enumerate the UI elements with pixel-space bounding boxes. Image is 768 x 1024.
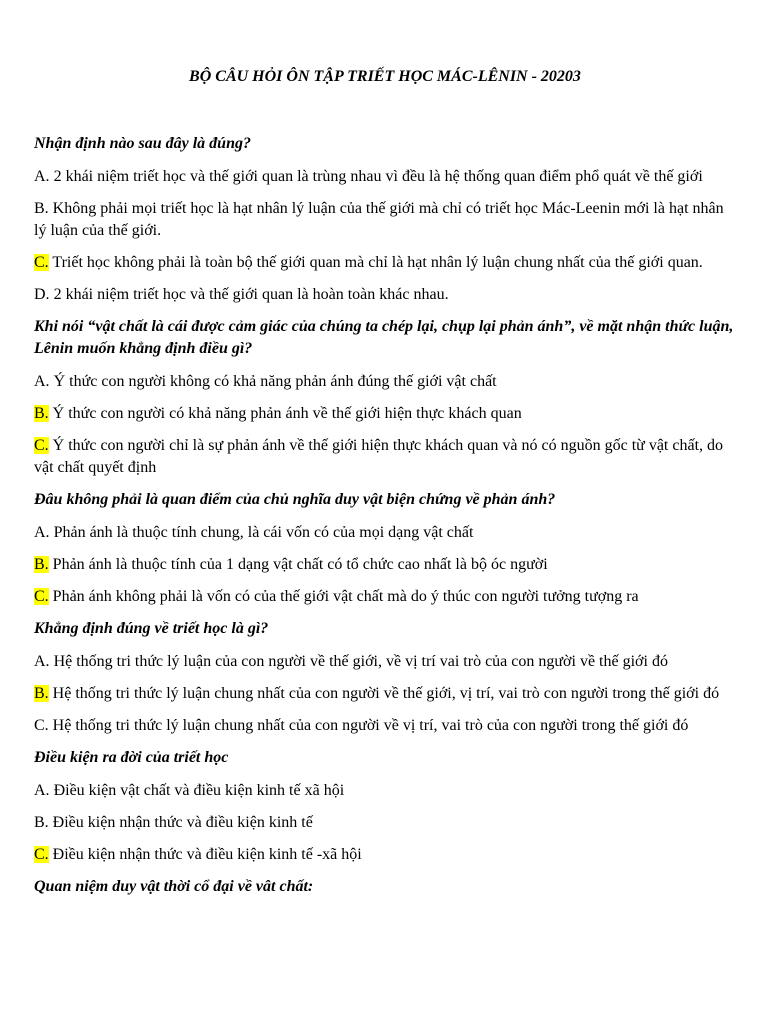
answer-option bbox=[34, 651, 736, 673]
option-text: 2 khái niệm triết học và thế giới quan là trùng nhau vì đều là hệ thống quan điểm phổ quát về thế giới bbox=[53, 168, 703, 185]
option-text: Điều kiện nhận thức và điều kiện kinh tế -xã hội bbox=[52, 846, 362, 863]
option-letter: A. bbox=[34, 782, 50, 799]
option-letter-highlighted: C. bbox=[34, 254, 49, 271]
question-text: Đâu không phải là quan điểm của chủ nghĩa duy vật biện chứng về phản ánh? bbox=[34, 491, 556, 508]
answer-option-correct bbox=[34, 435, 736, 479]
document-title: BỘ CÂU HỎI ÔN TẬP TRIẾT HỌC MÁC-LÊNIN - 20203 bbox=[189, 68, 581, 85]
option-letter-highlighted: C. bbox=[34, 846, 49, 863]
option-text: Hệ thống tri thức lý luận chung nhất của con người về vị trí, vai trò của con người trong thế giới đó bbox=[52, 717, 689, 734]
option-text: Triết học không phải là toàn bộ thế giới quan mà chỉ là hạt nhân lý luận chung nhất của thế giới quan. bbox=[52, 254, 703, 271]
option-text: Không phải mọi triết học là hạt nhân lý luận của thế giới mà chỉ có triết học Mác-Leenin mới là hạt nhân lý luận của thế giới. bbox=[34, 200, 724, 239]
answer-option bbox=[34, 284, 736, 306]
option-text: Ý thức con người có khả năng phản ánh về thế giới hiện thực khách quan bbox=[52, 405, 522, 422]
option-text: Phản ánh là thuộc tính chung, là cái vốn có của mọi dạng vật chất bbox=[53, 524, 474, 541]
option-text: Phản ánh không phải là vốn có của thế giới vật chất mà do ý thúc con người tưởng tượng ra bbox=[52, 588, 639, 605]
answer-option-correct bbox=[34, 586, 736, 608]
option-text: Điều kiện nhận thức và điều kiện kinh tế bbox=[52, 814, 313, 831]
option-letter-highlighted: B. bbox=[34, 685, 49, 702]
answer-option bbox=[34, 812, 736, 834]
answer-option-correct bbox=[34, 554, 736, 576]
option-letter: D. bbox=[34, 286, 50, 303]
answer-option bbox=[34, 780, 736, 802]
option-text: Hệ thống tri thức lý luận của con người về thế giới, về vị trí vai trò của con người về thế giới đó bbox=[53, 653, 668, 670]
option-letter: B. bbox=[34, 814, 49, 831]
question-text: Khẳng định đúng về triết học là gì? bbox=[34, 620, 269, 637]
answer-option bbox=[34, 166, 736, 188]
option-text: Ý thức con người chỉ là sự phản ánh về thế giới hiện thực khách quan và nó có nguồn gốc từ vật chất, do vật chất quyết định bbox=[34, 437, 724, 476]
answer-option-correct bbox=[34, 403, 736, 425]
answer-option-correct bbox=[34, 844, 736, 866]
option-letter-highlighted: B. bbox=[34, 405, 49, 422]
option-text: Điều kiện vật chất và điều kiện kinh tế xã hội bbox=[53, 782, 345, 799]
option-letter: A. bbox=[34, 653, 50, 670]
answer-option bbox=[34, 371, 736, 393]
question-text: Quan niệm duy vật thời cổ đại về vât chất: bbox=[34, 878, 314, 895]
option-letter-highlighted: B. bbox=[34, 556, 49, 573]
question-text: Điều kiện ra đời của triết học bbox=[34, 749, 229, 766]
option-letter: A. bbox=[34, 373, 50, 390]
option-letter: A. bbox=[34, 524, 50, 541]
answer-option bbox=[34, 198, 736, 242]
option-letter-highlighted: C. bbox=[34, 588, 49, 605]
option-letter: B. bbox=[34, 200, 49, 217]
option-letter-highlighted: C. bbox=[34, 437, 49, 454]
option-text: 2 khái niệm triết học và thế giới quan là hoàn toàn khác nhau. bbox=[53, 286, 449, 303]
option-text: Hệ thống tri thức lý luận chung nhất của con người về thế giới, vị trí, vai trò con người trong thế giới đó bbox=[52, 685, 720, 702]
answer-option-correct bbox=[34, 252, 736, 274]
option-letter: C. bbox=[34, 717, 49, 734]
answer-option bbox=[34, 715, 736, 737]
question-text: Nhận định nào sau đây là đúng? bbox=[34, 135, 251, 152]
answer-option-correct bbox=[34, 683, 736, 705]
answer-option bbox=[34, 522, 736, 544]
question-text: Khi nói “vật chất là cái được cảm giác của chúng ta chép lại, chụp lại phản ánh”, về mặt nhận thức luận, Lênin muốn khẳng định điều gì? bbox=[34, 318, 734, 357]
option-letter: A. bbox=[34, 168, 50, 185]
option-text: Phản ánh là thuộc tính của 1 dạng vật chất có tổ chức cao nhất là bộ óc người bbox=[52, 556, 548, 573]
option-text: Ý thức con người không có khả năng phản ánh đúng thế giới vật chất bbox=[53, 373, 497, 390]
